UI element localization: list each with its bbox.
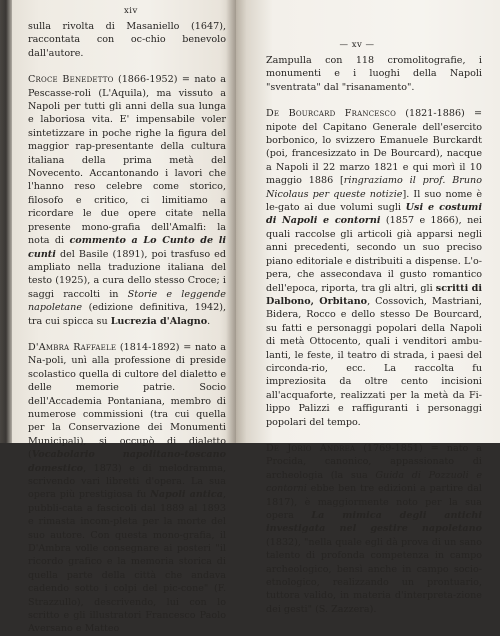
text-run: del Basile (1891), poi trasfuso ed ampliato nella traduzione italiana del testo (1925), a cura dello stesso Croce; i saggi raccolti in xyxy=(28,248,226,300)
left-page xyxy=(12,0,238,635)
text-run: , 1873) e di melodramma, scrivendo vari libretti d'opera. La sua opera più prestigiosa fu xyxy=(28,462,226,501)
left-intro-paragraph xyxy=(28,20,226,60)
right-intro-paragraph xyxy=(266,54,482,94)
entry-dambra-raffaele xyxy=(28,341,226,636)
text-run: , Cossovich, Mastriani, Bidera, Rocco e dello stesso De Bourcard, su fatti e personaggi popolari della Napoli di metà Ottocento, quali i venditori ambu-lanti, le feste, il teatro di strada, i paesi del circonda-rio, ecc. La raccolta fu impreziosita da oltre cento incisioni all'acquaforte, realizzati per la metà da Fi-lippo Palizzi e raffiguranti i personaggi popolari del tempo. xyxy=(266,295,482,428)
text-run: (edizione definitiva, 1942), tra cui spicca su xyxy=(28,302,226,327)
text-run: , pubbli-cata a fascicoli dal 1889 al 1893 e rimasta incom-pleta per la morte del suo autore. Con questa mono-grafia, il D'Ambra volle consegnare ai posteri "il ricordo grafico e la memoria storica di quella parte della città che andava cadendo sotto i colpi del pic-cone" (F. Strazzullo), descrivendo, lui con lo scritto e gli illustratori Francesco Paolo Aversano e Matteo xyxy=(28,489,226,635)
text-run: ebbe ben tre edizioni a partire dal 1817), è maggiormente noto per la sua opera xyxy=(266,483,482,521)
bold-text: Lucrezia d'Alagno xyxy=(110,315,208,327)
text-run: ]. Il suo nome è le-gato ai due volumi sugli xyxy=(266,188,482,214)
entry-name: De Bourcard Francesco xyxy=(266,108,397,120)
bold-italic-title: commento a Lo Cunto de li cunti xyxy=(28,235,227,260)
bold-italic-title: La mimica degli antichi investigata nel gestire napoletano xyxy=(266,510,482,535)
bold-italic-title: Napoli antica xyxy=(150,489,223,501)
text-run: . xyxy=(207,315,211,327)
entry-name: D'Ambra Raffaele xyxy=(28,341,117,353)
italic-title: Storie e leggende napoletane xyxy=(28,288,226,314)
right-page-number: — xv — xyxy=(339,40,375,50)
text-run: (1814-1892) = nato a Na-poli, unì alla professione di preside scolastico quella di cultore del dialetto e delle memorie patrie. Socio dell'Accademia Pontaniana, membro di numerose commissioni (tra cui quella per la Conservazione dei Monumenti Municipali), si occupò di dialetto ( xyxy=(28,341,227,461)
text-run: (1832), "nella quale egli dà prova di un sano talento di profonda competenza in campo archeologico, bensì anche in campo socio-etnologico, realizzando un prontuario, tuttora valido, in materia d'interpreta-zione dei gesti" (S. Zazzera). xyxy=(266,536,482,615)
text-run: (1821-1886) = nipote del Capitano Generale dell'esercito borbonico, lo svizzero Emanuele Burckardt (poi, francesizzato in De Bourcard), nacque a Napoli il 22 marzo 1821 e qui morì il 10 maggio 1886 [ xyxy=(266,108,482,187)
right-page-text xyxy=(266,54,482,616)
left-page-text xyxy=(28,20,226,636)
entry-de-jorio-andrea xyxy=(266,442,482,616)
text-run: sulla rivolta di Masaniello (1647), raccontata con oc-chio benevolo dall'autore. xyxy=(28,21,226,59)
entry-name: De Jorio Andrea xyxy=(266,442,356,454)
text-run: (1866-1952) = nato a Pescasse-roli (L'Aquila), ma vissuto a Napoli per tutti gli anni della sua lunga e laboriosa vita. E' impensabile voler sintetizzare in poche righe la figura del maggior rap-presentante della cultura italiana della prima metà del Novecento. Accantonando i lavori che l'hanno reso celebre come storico, filosofo e critico, ci limitiamo a ricordare le due opere citate nella presente mono-grafia dell'Amalfi: la nota di xyxy=(28,74,226,247)
bold-italic-title: Usi e costumi di Napoli e contorni xyxy=(266,202,482,227)
text-run: Zampulla con 118 cromolitografie, i monumenti e i luoghi della Napoli "sventrata" dal "risanamento". xyxy=(266,55,482,93)
left-page-number: xiv xyxy=(124,6,138,16)
italic-title: Guida di Pozzuoli e contorni xyxy=(266,469,482,495)
entry-de-bourcard-francesco xyxy=(266,107,482,429)
bold-text: scritti di Dalbono, Orbitano xyxy=(266,282,482,307)
entry-name: Croce Benedetto xyxy=(28,74,114,86)
text-run: (1857 e 1866), nei quali raccolse gli articoli già apparsi negli anni precedenti, secondo un suo preciso piano editoriale e distribuiti a dispense. L'o-pera, che assecondava il gusto romantico dell'epoca, riporta, tra gli altri, gli xyxy=(266,215,482,294)
italic-title: ringraziamo il prof. Bruno Nicolaus per queste notizie xyxy=(266,175,482,200)
right-page xyxy=(236,0,500,615)
entry-croce-benedetto xyxy=(28,73,226,328)
bold-italic-title: Vocabolario napolitano-toscano domestico xyxy=(28,449,226,474)
text-run: (1769-1851) = nato a Procida, canonico, appassionato di archeologia (la sua xyxy=(266,442,482,481)
